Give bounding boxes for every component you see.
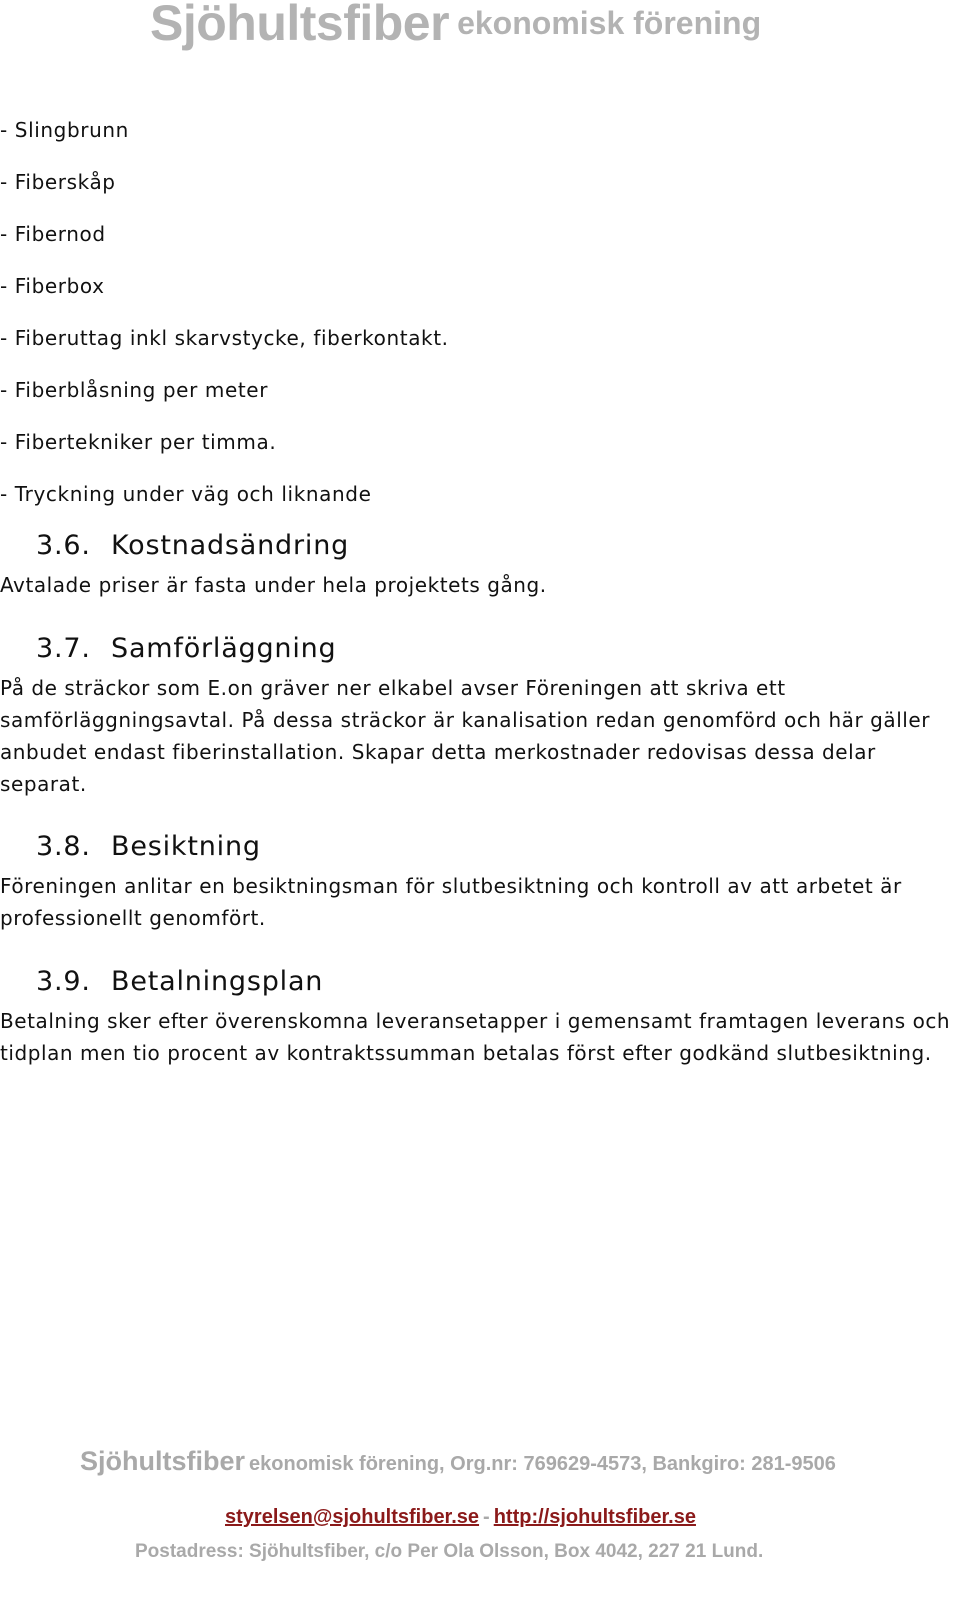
footer-website-link[interactable]: http://sjohultsfiber.se bbox=[493, 1506, 696, 1528]
list-item: - Fiberblåsning per meter bbox=[0, 378, 269, 402]
page-header bbox=[150, 0, 762, 51]
list-item: - Fiberskåp bbox=[0, 170, 116, 194]
header-brand: Sjöhultsfiber bbox=[150, 0, 450, 51]
section-title: Betalningsplan bbox=[111, 966, 324, 997]
item-list bbox=[0, 104, 449, 520]
footer-separator: - bbox=[483, 1506, 490, 1528]
section-besiktning bbox=[0, 828, 960, 934]
header-subtitle: ekonomisk förening bbox=[457, 5, 762, 41]
section-body: Avtalade priser är fasta under hela projektets gång. bbox=[0, 573, 547, 597]
list-item: - Fiberbox bbox=[0, 274, 105, 298]
footer-address: Postadress: Sjöhultsfiber, c/o Per Ola Olsson, Box 4042, 227 21 Lund. bbox=[135, 1541, 764, 1562]
footer-contact-line bbox=[225, 1506, 696, 1529]
section-number: 3.7. bbox=[36, 633, 91, 664]
section-body: På de sträckor som E.on gräver ner elkabel avser Föreningen att skriva ett samförläggningsavtal. På dessa sträckor är kanalisation redan genomförd och här gäller anbudet endast fiberinstallation. Skapar detta merkostnader redovisas dessa delar separat. bbox=[0, 676, 931, 796]
section-number: 3.9. bbox=[36, 966, 91, 997]
section-heading bbox=[36, 828, 960, 866]
section-heading bbox=[36, 963, 960, 1001]
section-number: 3.6. bbox=[36, 530, 91, 561]
footer-brand: Sjöhultsfiber bbox=[80, 1446, 246, 1476]
section-title: Besiktning bbox=[111, 831, 261, 862]
section-kostnadsandring bbox=[0, 527, 960, 601]
section-heading bbox=[36, 630, 960, 668]
section-title: Samförläggning bbox=[111, 633, 337, 664]
list-item: - Tryckning under väg och liknande bbox=[0, 482, 372, 506]
footer-org-info: ekonomisk förening, Org.nr: 769629-4573, Bankgiro: 281-9506 bbox=[249, 1453, 836, 1475]
footer-email-link[interactable]: styrelsen@sjohultsfiber.se bbox=[225, 1506, 480, 1528]
list-item: - Slingbrunn bbox=[0, 118, 129, 142]
section-body: Föreningen anlitar en besiktningsman för slutbesiktning och kontroll av att arbetet är professionellt genomfört. bbox=[0, 874, 902, 930]
footer-org-line bbox=[80, 1446, 836, 1477]
list-item: - Fibertekniker per timma. bbox=[0, 430, 277, 454]
section-title: Kostnadsändring bbox=[111, 530, 350, 561]
section-samforlaggning bbox=[0, 630, 960, 800]
list-item: - Fibernod bbox=[0, 222, 106, 246]
section-heading bbox=[36, 527, 960, 565]
section-betalningsplan bbox=[0, 963, 960, 1069]
list-item: - Fiberuttag inkl skarvstycke, fiberkontakt. bbox=[0, 326, 449, 350]
section-number: 3.8. bbox=[36, 831, 91, 862]
section-body: Betalning sker efter överenskomna leveransetapper i gemensamt framtagen leverans och tidplan men tio procent av kontraktssumman betalas först efter godkänd slutbesiktning. bbox=[0, 1009, 951, 1065]
